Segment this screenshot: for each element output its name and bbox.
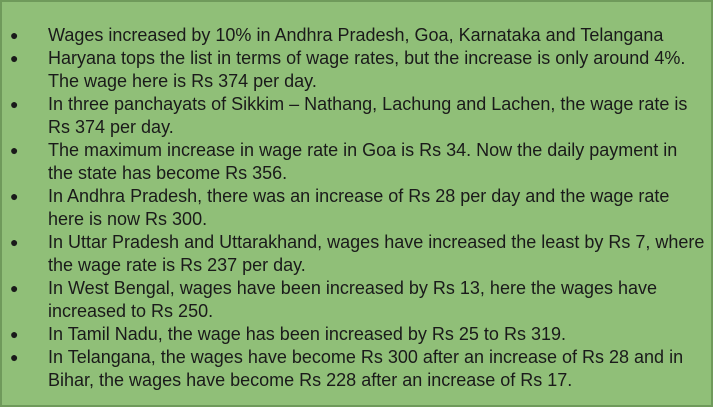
list-item: ● In West Bengal, wages have been increased by Rs 13, here the wages have increased to Rs 250.	[2, 277, 705, 323]
list-item: ● Wages increased by 10% in Andhra Pradesh, Goa, Karnataka and Telangana	[2, 24, 705, 47]
list-item: ● In three panchayats of Sikkim – Nathang, Lachung and Lachen, the wage rate is Rs 374 per day.	[2, 93, 705, 139]
list-item: ● In Uttar Pradesh and Uttarakhand, wages have increased the least by Rs 7, where the wage rate is Rs 237 per day.	[2, 231, 705, 277]
list-item: ● The maximum increase in wage rate in Goa is Rs 34. Now the daily payment in the state has become Rs 356.	[2, 139, 705, 185]
list-item: ● Haryana tops the list in terms of wage rates, but the increase is only around 4%. The wage here is Rs 374 per day.	[2, 47, 705, 93]
wage-facts-list	[2, 24, 705, 392]
list-item: ● In Tamil Nadu, the wage has been increased by Rs 25 to Rs 319.	[2, 323, 705, 346]
list-item: ● In Andhra Pradesh, there was an increase of Rs 28 per day and the wage rate here is now Rs 300.	[2, 185, 705, 231]
list-item: ● In Telangana, the wages have become Rs 300 after an increase of Rs 28 and in Bihar, the wages have become Rs 228 after an increase of Rs 17.	[2, 346, 705, 392]
